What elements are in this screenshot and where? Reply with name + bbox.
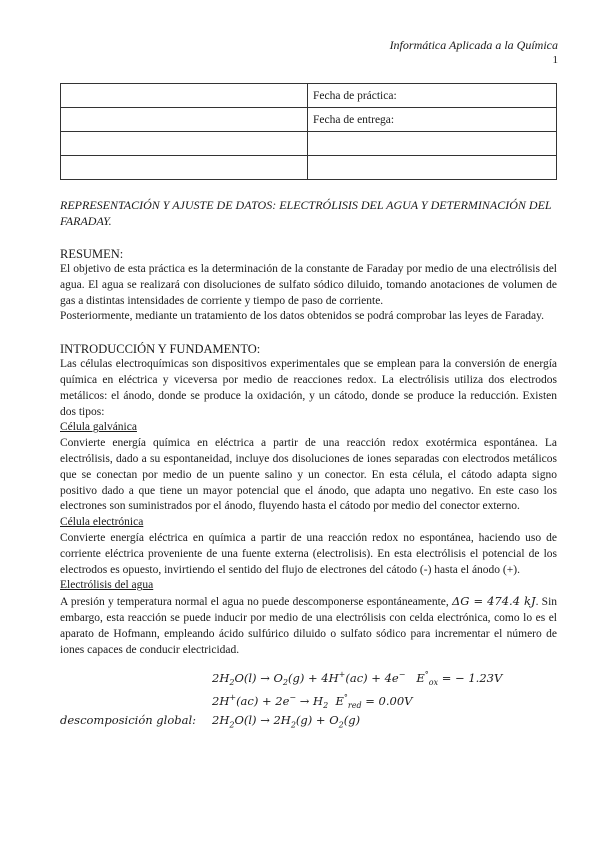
global-label: descomposición global:: [60, 713, 197, 728]
galvanica-heading: Célula galvánica: [60, 421, 137, 434]
table-cell: [61, 156, 308, 180]
fecha-practica-cell: Fecha de práctica:: [308, 84, 557, 108]
header-title: Informática Aplicada a la Química: [389, 38, 558, 52]
table-row: [61, 84, 557, 108]
equation-global: descomposición global: $2H_2O(l) \to 2H_2(g) + O_2(g)$: [60, 713, 361, 730]
intro-heading: INTRODUCCIÓN Y FUNDAMENTO:: [60, 342, 261, 357]
table-cell: [61, 132, 308, 156]
electrolisis-heading: Electrólisis del agua: [60, 579, 154, 592]
delta-g-formula: ΔG = 474.4 kJ: [451, 594, 536, 609]
table-cell: [61, 84, 308, 108]
equation-oxidation: $2H_2O(l) \to O_2(g) + 4H^+(ac) + 4e^-$ $E^\circ_{ox}$ = − 1.23V: [212, 670, 503, 688]
resumen-paragraph: El objetivo de esta práctica es la determinación de la constante de Faraday por medio de una electrólisis del agua. El agua se realizará con disoluciones de sulfato sódico diluido, tomando anotaciones de volumen de gas a distintas intensidades de corriente y tiempo de paso de corriente.: [60, 263, 557, 307]
electronica-heading: Célula electrónica: [60, 516, 144, 529]
table-cell: [308, 132, 557, 156]
resumen-paragraph-2: Posteriormente, mediante un tratamiento de los datos obtenidos se podrá comprobar las leyes de Faraday.: [60, 310, 545, 323]
equation-reduction: $2H^+(ac) + 2e^- \to H_2$ $E^\circ_{red} = 0.00V$: [212, 693, 413, 711]
table-cell: [61, 108, 308, 132]
table-row: [61, 156, 557, 180]
section-title: REPRESENTACIÓN Y AJUSTE DE DATOS: ELECTRÓLISIS DEL AGUA Y DETERMINACIÓN DEL FARADAY.: [60, 198, 552, 228]
fecha-entrega-cell: Fecha de entrega:: [308, 108, 557, 132]
document-body: [60, 246, 557, 733]
electronica-paragraph: Convierte energía eléctrica en química a partir de una reacción redox no espontánea, haciendo uso de corriente eléctrica proveniente de una fuente externa (electrolisis). En esta electrólisis el potencial de los electrodos es opuesto, invirtiendo el sentido del flujo de electrones del cátodo (-) hasta el ánodo (+).: [60, 531, 557, 576]
resumen-heading: RESUMEN:: [60, 247, 124, 261]
electrolisis-text-a: A presión y temperatura normal el agua no puede descomponerse espontáneamente,: [60, 596, 449, 609]
electrolisis-paragraph: A presión y temperatura normal el agua no puede descomponerse espontáneamente, ΔG = 474.4 kJ. Sin embargo, esta reacción se puede inducir por medio de una electrólisis con celda electrónica, como lo es el aparato de Hofmann, empleando ácido sulfúrico diluido o sulfato sódico para incrementar el número de iones capaces de conducir electricidad.: [60, 594, 558, 656]
intro-paragraph: Las células electroquímicas son dispositivos experimentales que se emplean para la conversión de energía química en eléctrica y viceversa por medio de reacciones redox. La electrólisis utiliza dos electrodos metálicos: el ánodo, donde se produce la oxidación, y un cátodo, donde se produce la reducción. Existen dos tipos:: [60, 358, 557, 418]
page-number: 1: [552, 54, 558, 66]
electrolisis-text-b: Sin embargo, esta reacción se puede inducir por medio de una electrólisis con celda electrónica, como lo es el aparato de Hofmann, empleando ácido sulfúrico diluido o sulfato sódico para incrementar el número de iones capaces de conducir electricidad.: [60, 596, 558, 656]
galvanica-paragraph: Convierte energía química en eléctrica a partir de una reacción redox exotérmica espontánea. La electrólisis, dado a su espontaneidad, incluye dos disoluciones de iones separadas con electrodos metálicos que se conectan por medio de un puente salino y un conector. En esta célula, el cátodo adapta signo positivo dado a que tiene un mayor potencial que el ánodo, que adapta uno negativo. En este caso los electrones son suministrados por el ánodo, fluyendo hasta el cátodo por medio del conector externo.: [60, 437, 557, 513]
table-row: [61, 132, 557, 156]
table-row: [61, 108, 557, 132]
table-cell: [308, 156, 557, 180]
info-table: [60, 83, 557, 180]
